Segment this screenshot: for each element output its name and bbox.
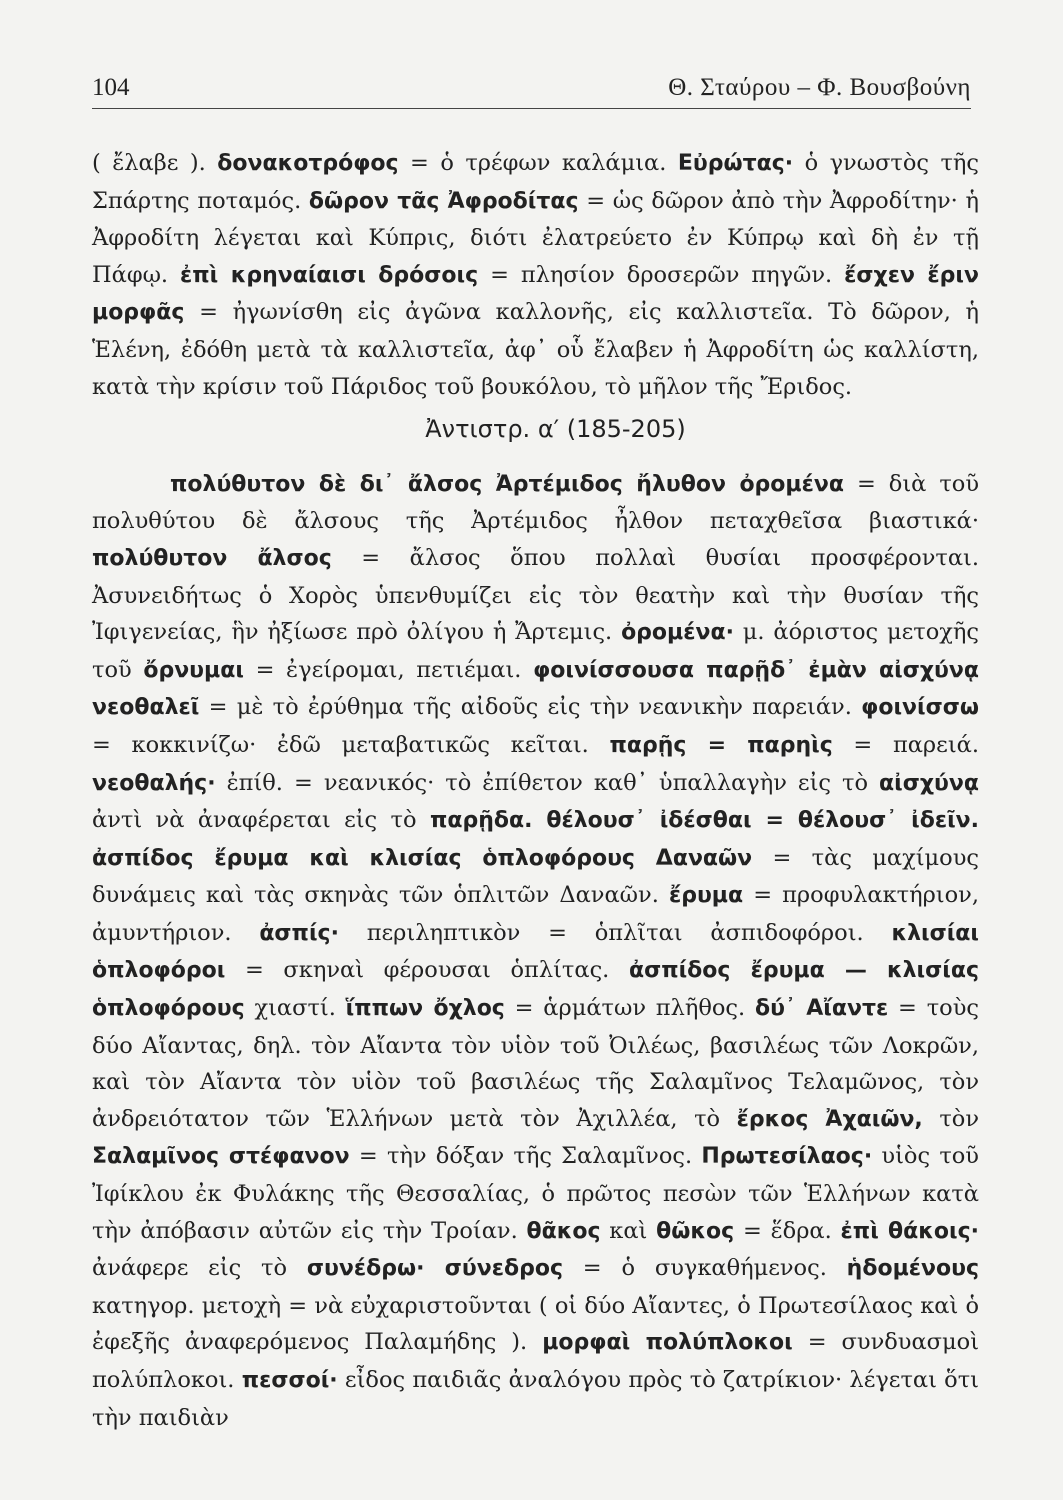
lemma-term: ἔρυμα [668,883,744,909]
commentary-paragraph-2 [92,466,979,1436]
lemma-term: πολύθυτον ἄλσος [92,545,332,571]
lemma-term: κλισίαι ὁπλοφόροι [92,920,979,984]
lemma-term: φοινίσσουσα παρῇδ᾽ ἐμὰν αἰσχύνᾳ νεοθαλεῖ [92,657,980,721]
lemma-term: θῶκος [656,1218,735,1244]
gloss-text: περιληπτικὸν = ὁπλῖται ἀσπιδοφόροι. [338,919,892,946]
lemma-term: δῶρον τᾶς Ἀφροδίτας [308,188,579,214]
gloss-text: = ἠγωνίσθη εἰς ἀγῶνα καλλονῆς, εἰς καλλιστεῖα. Τὸ δῶρον, ἡ Ἑλένη, ἐδόθη μετὰ τὰ καλλιστεῖα, ἀφ᾽ οὗ ἔλαβεν ἡ Ἀφροδίτη ὡς καλλίστη, κατὰ τὴν κρίσιν τοῦ Πάριδος τοῦ βουκόλου, τὸ μῆλον τῆς Ἔριδος. [92,299,979,400]
section-title: Ἀντιστρ. α′ (185-205) [425,415,686,444]
gloss-text: = ἄλσος ὅπου πολλαὶ θυσίαι προσφέρονται. Ἀσυνειδήτως ὁ Χορὸς ὑπενθυμίζει εἰς τὸν θεατὴν καὶ τὴν θυσίαν τῆς Ἰφιγενείας, ἣν ἠξίωσε πρὸ ὀλίγου ἡ Ἄρτεμις. [92,544,979,646]
gloss-text: = ὡς δῶρον ἀπὸ τὴν Ἀφροδίτην· ἡ Ἀφροδίτη λέγεται καὶ Κύπρις, διότι ἐλατρεύετο ἐν Κύπρῳ καὶ δὴ ἐν τῇ Πάφῳ. [92,187,979,288]
lemma-term: δονακοτρόφος [217,151,399,176]
gloss-text: μ. ἀόριστος μετοχῆς τοῦ [92,619,979,683]
lemma-term: παρῇς = παρηὶς [609,732,833,758]
page-number: 104 [92,74,130,101]
gloss-text: = πλησίον δροσερῶν πηγῶν. [478,261,845,288]
gloss-text: = διὰ τοῦ πολυθύτου δὲ ἄλσους τῆς Ἀρτέμιδος ἦλθον πεταχθεῖσα βιαστικά· [92,470,979,535]
lemma-term: ἔρκος Ἀχαιῶν, [736,1106,923,1132]
lemma-term: ἀσπίς· [259,920,339,946]
lemma-term: συνέδρω· σύνεδρος [306,1256,563,1282]
gloss-text: = συνδυασμοὶ πολύπλοκοι. [92,1329,980,1393]
page-body [92,145,979,1436]
gloss-text: ὁ γνωστὸς τῆς Σπάρτης ποταμός. [92,150,979,214]
lemma-term: φοινίσσω [861,695,979,721]
lemma-term: νεοθαλής· [92,770,216,796]
gloss-text: εἶδος παιδιᾶς ἀναλόγου πρὸς τὸ ζατρίκιον· λέγεται ὅτι τὴν παιδιὰν [92,1367,979,1431]
lemma-term: ἀσπίδος ἔρυμα — κλισίας ὁπλοφόρους [92,958,979,1022]
gloss-text: = προφυλακτήριον, ἀμυντήριον. [92,882,979,946]
gloss-text: ἐπίθ. = νεανικός· τὸ ἐπίθετον καθ᾽ ὑπαλλαγὴν εἰς τὸ [215,769,880,796]
lemma-term: ὀρομένα· [621,620,734,646]
gloss-text: = τὰς μαχίμους δυνάμεις καὶ τὰς σκηνὰς τῶν ὁπλιτῶν Δαναῶν. [92,844,979,909]
lemma-term: Σαλαμῖνος στέφανον [92,1144,350,1170]
lemma-term: αἰσχύνᾳ [879,770,979,796]
gloss-text: κατηγορ. μετοχὴ = νὰ εὐχαριστοῦνται ( οἱ δύο Αἴαντες, ὁ Πρωτεσίλαος καὶ ὁ ἐφεξῆς ἀναφερόμενος Παλαμήδης ). [92,1292,979,1356]
lemma-term: παρῇδα. θέλουσ᾽ ἰδέσθαι = θέλουσ᾽ ἰδεῖν. ἀσπίδος ἔρυμα καὶ κλισίας ὁπλοφόρους Δαναῶν [92,808,979,871]
gloss-text: = σκηναὶ φέρουσαι ὁπλίτας. [225,957,629,984]
gloss-text: = ἁρμάτων πλῆθος. [504,995,755,1022]
gloss-text: = ὁ τρέφων καλάμια. [398,150,678,176]
lemma-term: πολύθυτον δὲ δι᾽ ἄλσος Ἀρτέμιδος ἤλυθον ὀρομένα [170,471,844,497]
gloss-text: = τοὺς δύο Αἴαντας, δηλ. τὸν Αἴαντα τὸν υἱὸν τοῦ Ὀιλέως, βασιλέως τῶν Λοκρῶν, καὶ τὸν Αἴαντα τὸν υἱὸν τοῦ βασιλέως τῆς Σαλαμῖνος Τελαμῶνος, τὸν ἀνδρειότατον τῶν Ἑλλήνων μετὰ τὸν Ἀχιλλέα, τὸ [92,995,979,1132]
lemma-term: ἐπὶ θάκοις· [840,1218,979,1244]
lemma-term: ὄρνυμαι [143,657,244,683]
lemma-term: πεσσοί· [241,1368,338,1393]
page-header [92,68,971,109]
lemma-term: ἔσχεν ἔριν μορφᾶς [92,262,979,326]
gloss-text: καὶ [600,1217,657,1244]
gloss-text: τὸν [922,1105,979,1132]
commentary-paragraph-1 [92,145,979,405]
gloss-text: = τὴν δόξαν τῆς Σαλαμῖνος. [349,1143,702,1170]
gloss-text: = μὲ τὸ ἐρύθημα τῆς αἰδοῦς εἰς τὴν νεανικὴν παρειάν. [199,694,862,721]
lemma-term: δύ᾽ Αἴαντε [754,996,889,1022]
gloss-text: = ὁ συγκαθήμενος. [563,1255,847,1282]
gloss-text: χιαστί. [244,995,346,1022]
lemma-term: θᾶκος [526,1218,601,1244]
lemma-term: Πρωτεσίλαος· [701,1144,873,1170]
lemma-term: ἡδομένους [846,1256,979,1282]
gloss-text: = παρειά. [832,731,979,758]
lemma-term: Εὐρώτας· [677,151,794,176]
running-title: Θ. Σταύρου – Φ. Βουσβούνη [668,74,971,101]
gloss-text: = ἐγείρομαι, πετιέμαι. [243,656,534,683]
gloss-text: = ἕδρα. [734,1217,841,1244]
lemma-term: μορφαὶ πολύπλοκοι [542,1330,793,1356]
gloss-text: ( ἔλαβε ). [92,150,218,176]
gloss-text: υἱὸς τοῦ Ἰφίκλου ἐκ Φυλάκης τῆς Θεσσαλίας, ὁ πρῶτος πεσὼν τῶν Ἑλλήνων κατὰ τὴν ἀπόβασιν αὐτῶν εἰς τὴν Τροίαν. [92,1143,979,1244]
gloss-text: = κοκκινίζω· ἐδῶ μεταβατικῶς κεῖται. [92,731,610,758]
gloss-text: ἀντὶ νὰ ἀναφέρεται εἰς τὸ [92,807,430,834]
lemma-term: ἐπὶ κρηναίαισι δρόσοις [180,262,479,288]
lemma-term: ἵππων ὄχλος [345,996,505,1022]
gloss-text: ἀνάφερε εἰς τὸ [92,1255,307,1282]
